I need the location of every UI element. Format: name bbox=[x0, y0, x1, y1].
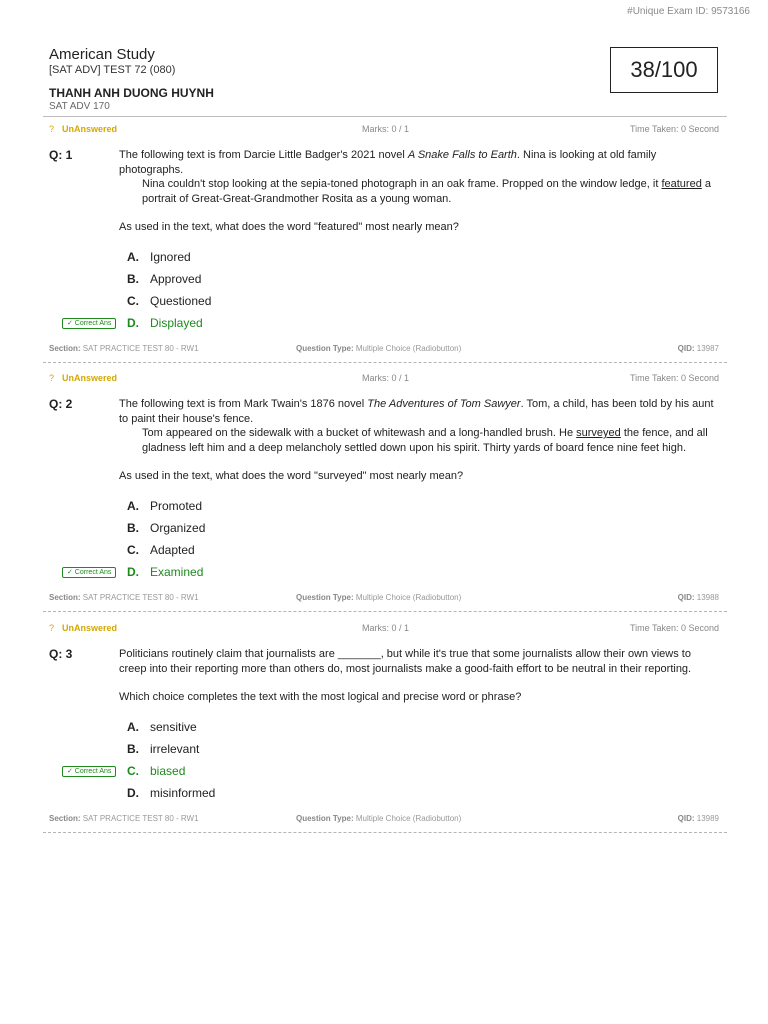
question-divider bbox=[43, 832, 727, 833]
option-a[interactable]: A. Ignored bbox=[127, 249, 191, 264]
option-b[interactable]: B. Approved bbox=[127, 271, 202, 286]
option-b[interactable]: B. irrelevant bbox=[127, 741, 200, 756]
question-type-info: Question Type: Multiple Choice (Radiobutton) bbox=[296, 813, 462, 823]
question-footer bbox=[43, 814, 727, 828]
question-number: Q: 2 bbox=[49, 397, 73, 411]
score-box: 38/100 bbox=[610, 47, 718, 93]
question-footer bbox=[43, 593, 727, 607]
question-body bbox=[43, 397, 727, 583]
question-id: QID: 13989 bbox=[677, 813, 719, 823]
question-number: Q: 1 bbox=[49, 148, 73, 162]
section-info: Section: SAT PRACTICE TEST 80 - RW1 bbox=[49, 343, 199, 353]
question-number: Q: 3 bbox=[49, 647, 73, 661]
option-c[interactable]: ✓ Correct Ans C. biased bbox=[43, 760, 727, 782]
option-d[interactable]: ✓ Correct Ans D. Examined bbox=[43, 561, 727, 583]
passage-text: Tom appeared on the sidewalk with a bucket of whitewash and a long-handled brush. He surveyed the fence, and all gladness left him and a deep melancholy settled down upon his spirit. Thirty yards of board fence nine feet high. bbox=[142, 427, 708, 454]
option-b[interactable]: B. Organized bbox=[127, 520, 206, 535]
question-divider bbox=[43, 362, 727, 363]
test-name: [SAT ADV] TEST 72 (080) bbox=[49, 64, 176, 76]
status-badge: ? UnAnswered bbox=[49, 124, 118, 134]
answer-options bbox=[43, 495, 727, 583]
correct-answer-badge: ✓ Correct Ans bbox=[62, 766, 116, 777]
option-c[interactable]: C. Questioned bbox=[127, 293, 212, 308]
question-block bbox=[43, 623, 727, 833]
question-body bbox=[43, 148, 727, 334]
question-block bbox=[43, 124, 727, 363]
answer-options bbox=[43, 246, 727, 334]
marks-label: Marks: 0 / 1 bbox=[362, 373, 410, 383]
course-title: American Study bbox=[49, 46, 155, 63]
header-divider bbox=[43, 116, 727, 117]
question-meta bbox=[43, 623, 727, 637]
question-stem: Politicians routinely claim that journalists are _______, but while it's true that some journalists allow their own views to creep into their reporting more than others do, most journalists make a good-faith effort to be neutral in their reporting. bbox=[119, 648, 692, 675]
time-taken: Time Taken: 0 Second bbox=[629, 623, 719, 633]
question-text bbox=[119, 647, 719, 705]
option-d[interactable]: D. misinformed bbox=[127, 785, 216, 800]
option-a[interactable]: A. Promoted bbox=[127, 498, 203, 513]
option-a[interactable]: A. sensitive bbox=[127, 719, 197, 734]
question-text bbox=[119, 397, 719, 484]
question-meta bbox=[43, 124, 727, 138]
answer-options bbox=[43, 716, 727, 804]
question-footer bbox=[43, 344, 727, 358]
option-d[interactable]: ✓ Correct Ans D. Displayed bbox=[43, 312, 727, 334]
question-block bbox=[43, 373, 727, 612]
correct-answer-badge: ✓ Correct Ans bbox=[62, 318, 116, 329]
question-body bbox=[43, 647, 727, 804]
level-label: SAT ADV 170 bbox=[49, 101, 110, 112]
question-type-info: Question Type: Multiple Choice (Radiobutton) bbox=[296, 592, 462, 602]
target-word: surveyed bbox=[576, 427, 621, 439]
correct-answer-badge: ✓ Correct Ans bbox=[62, 567, 116, 578]
question-mark-icon: ? bbox=[49, 623, 55, 633]
status-badge: ? UnAnswered bbox=[49, 623, 118, 633]
unique-exam-id: #Unique Exam ID: 9573166 bbox=[627, 6, 750, 17]
question-text bbox=[119, 148, 719, 235]
option-c[interactable]: C. Adapted bbox=[127, 542, 195, 557]
marks-label: Marks: 0 / 1 bbox=[362, 623, 410, 633]
status-badge: ? UnAnswered bbox=[49, 373, 118, 383]
question-divider bbox=[43, 611, 727, 612]
question-prompt: Which choice completes the text with the most logical and precise word or phrase? bbox=[119, 691, 522, 703]
question-meta bbox=[43, 373, 727, 387]
marks-label: Marks: 0 / 1 bbox=[362, 124, 410, 134]
question-prompt: As used in the text, what does the word "surveyed" most nearly mean? bbox=[119, 470, 464, 482]
passage-intro: The following text is from Darcie Little Badger's 2021 novel A Snake Falls to Earth. Nina is looking at old family photographs. bbox=[119, 149, 657, 176]
section-info: Section: SAT PRACTICE TEST 80 - RW1 bbox=[49, 813, 199, 823]
target-word: featured bbox=[661, 178, 702, 190]
question-id: QID: 13987 bbox=[677, 343, 719, 353]
question-id: QID: 13988 bbox=[677, 592, 719, 602]
section-info: Section: SAT PRACTICE TEST 80 - RW1 bbox=[49, 592, 199, 602]
question-mark-icon: ? bbox=[49, 124, 55, 134]
time-taken: Time Taken: 0 Second bbox=[629, 373, 719, 383]
student-name: THANH ANH DUONG HUYNH bbox=[49, 86, 214, 100]
passage-intro: The following text is from Mark Twain's 1876 novel The Adventures of Tom Sawyer. Tom, a child, has been told by his aunt to paint their house's fence. bbox=[119, 398, 714, 425]
question-type-info: Question Type: Multiple Choice (Radiobutton) bbox=[296, 343, 462, 353]
question-mark-icon: ? bbox=[49, 373, 55, 383]
time-taken: Time Taken: 0 Second bbox=[629, 124, 719, 134]
passage-text: Nina couldn't stop looking at the sepia-toned photograph in an oak frame. Propped on the window ledge, it featured a portrait of Great-Great-Grandmother Rosita as a young woman. bbox=[142, 178, 712, 205]
question-prompt: As used in the text, what does the word "featured" most nearly mean? bbox=[119, 221, 459, 233]
